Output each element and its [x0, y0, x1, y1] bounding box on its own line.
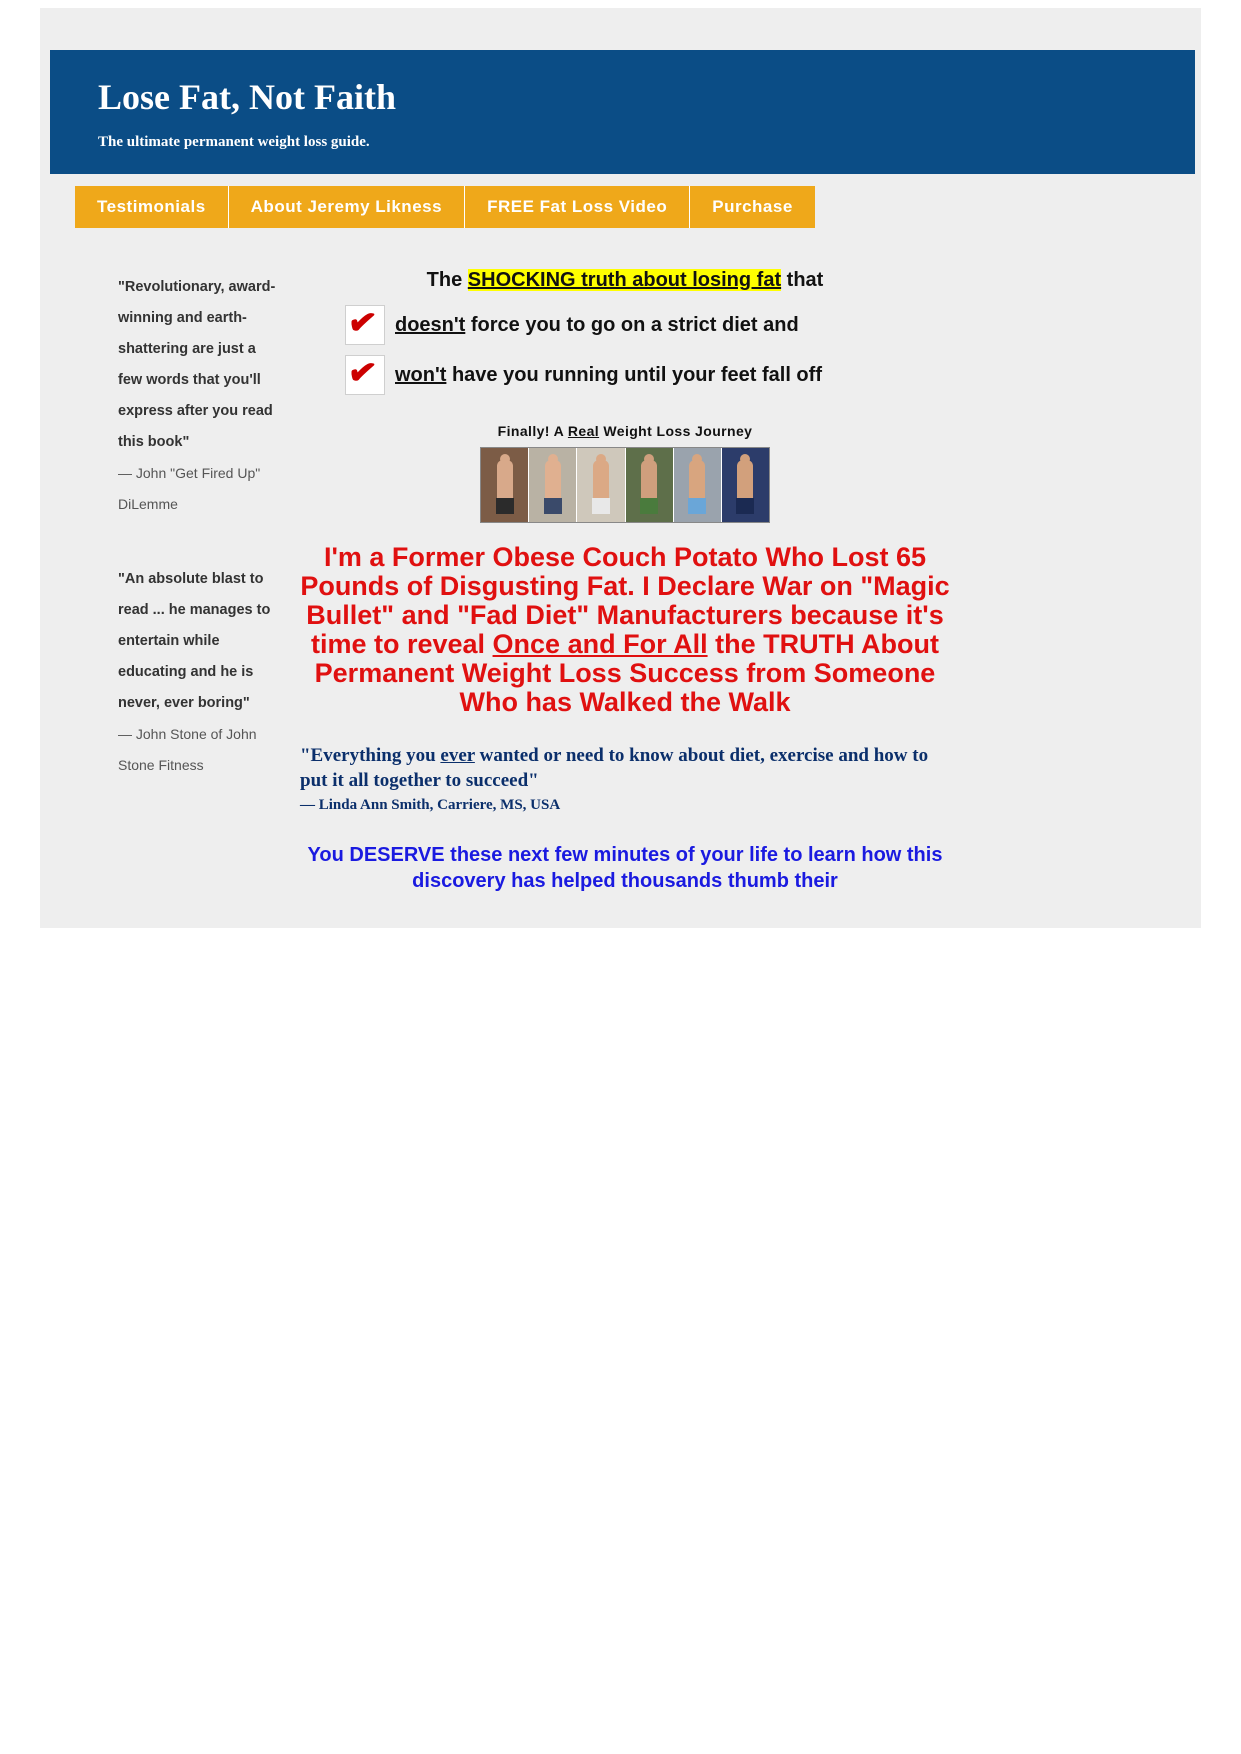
sidebar-quote-2-attrib: — John Stone of John Stone Fitness — [118, 726, 257, 773]
featured-testimonial-quote — [300, 743, 950, 793]
sales-headline-b: the TRUTH About Permanent Weight Loss Success from Someone Who has Walked the Walk — [314, 629, 940, 717]
photo-cell — [674, 448, 722, 522]
shocking-truth-headline — [300, 265, 950, 295]
nav-item-free-video[interactable]: FREE Fat Loss Video — [465, 186, 690, 228]
nav-item-about[interactable]: About Jeremy Likness — [229, 186, 465, 228]
sidebar-quote-1-text: "Revolutionary, award-winning and earth-shattering are just a few words that you'll express after you read this book" — [118, 279, 276, 450]
benefit-line-1 — [300, 302, 950, 345]
journey-caption — [300, 423, 950, 439]
featured-testimonial — [300, 743, 950, 814]
sidebar-quote-1-attrib: — John "Get Fired Up" DiLemme — [118, 465, 261, 512]
site-header — [50, 50, 1195, 174]
benefit-1-text: force you to go on a strict diet and — [465, 313, 799, 336]
sales-headline-emphasis: Once and For All — [492, 629, 708, 659]
red-check-icon: ✔ — [345, 355, 385, 395]
testimonial-quote-emphasis: ever — [440, 745, 475, 766]
testimonial-quote-b: wanted or need to know about diet, exercise and how to put it all together to succeed" — [300, 745, 929, 791]
red-check-icon: ✔ — [345, 305, 385, 345]
featured-testimonial-attrib: — Linda Ann Smith, Carriere, MS, USA — [300, 797, 561, 813]
journey-caption-b: Weight Loss Journey — [599, 423, 753, 439]
photo-cell — [577, 448, 625, 522]
sidebar-quote-2-text: "An absolute blast to read ... he manages to entertain while educating and he is never, ever boring" — [118, 571, 271, 711]
benefit-2-emphasis: won't — [395, 363, 447, 386]
testimonial-quote-a: "Everything you — [300, 745, 441, 766]
benefit-2-text: have you running until your feet fall off — [446, 363, 822, 386]
page-subtitle: The ultimate permanent weight loss guide. — [98, 133, 370, 150]
transformation-photo-strip — [480, 447, 770, 523]
page-title: Lose Fat, Not Faith — [98, 77, 396, 117]
main-navigation — [75, 186, 815, 228]
sidebar-testimonials — [118, 272, 278, 825]
main-content — [300, 265, 950, 894]
sales-headline-a: I'm a Former Obese Couch Potato Who Lost 65 Pounds of Disgusting Fat. I Declare War on "Magic Bullet" and "Fad Diet" Manufacturers because it's time to reveal — [300, 542, 950, 659]
benefit-1-emphasis: doesn't — [395, 313, 466, 336]
nav-item-purchase[interactable]: Purchase — [690, 186, 815, 228]
sidebar-quote-1 — [118, 272, 278, 520]
photo-cell — [626, 448, 674, 522]
nav-item-testimonials[interactable]: Testimonials — [75, 186, 229, 228]
journey-caption-a: Finally! A — [497, 423, 568, 439]
sales-headline — [300, 543, 950, 717]
sidebar-quote-2 — [118, 564, 278, 781]
benefit-line-2 — [300, 352, 950, 395]
photo-cell — [529, 448, 577, 522]
headline-prefix: The — [426, 269, 468, 291]
headline-suffix: that — [781, 269, 824, 291]
deserve-paragraph: You DESERVE these next few minutes of your life to learn how this discovery has helped thousands thumb their — [307, 844, 943, 892]
photo-cell — [481, 448, 529, 522]
photo-cell — [722, 448, 769, 522]
headline-highlight: SHOCKING truth about losing fat — [467, 269, 782, 291]
journey-caption-emphasis: Real — [567, 423, 600, 439]
